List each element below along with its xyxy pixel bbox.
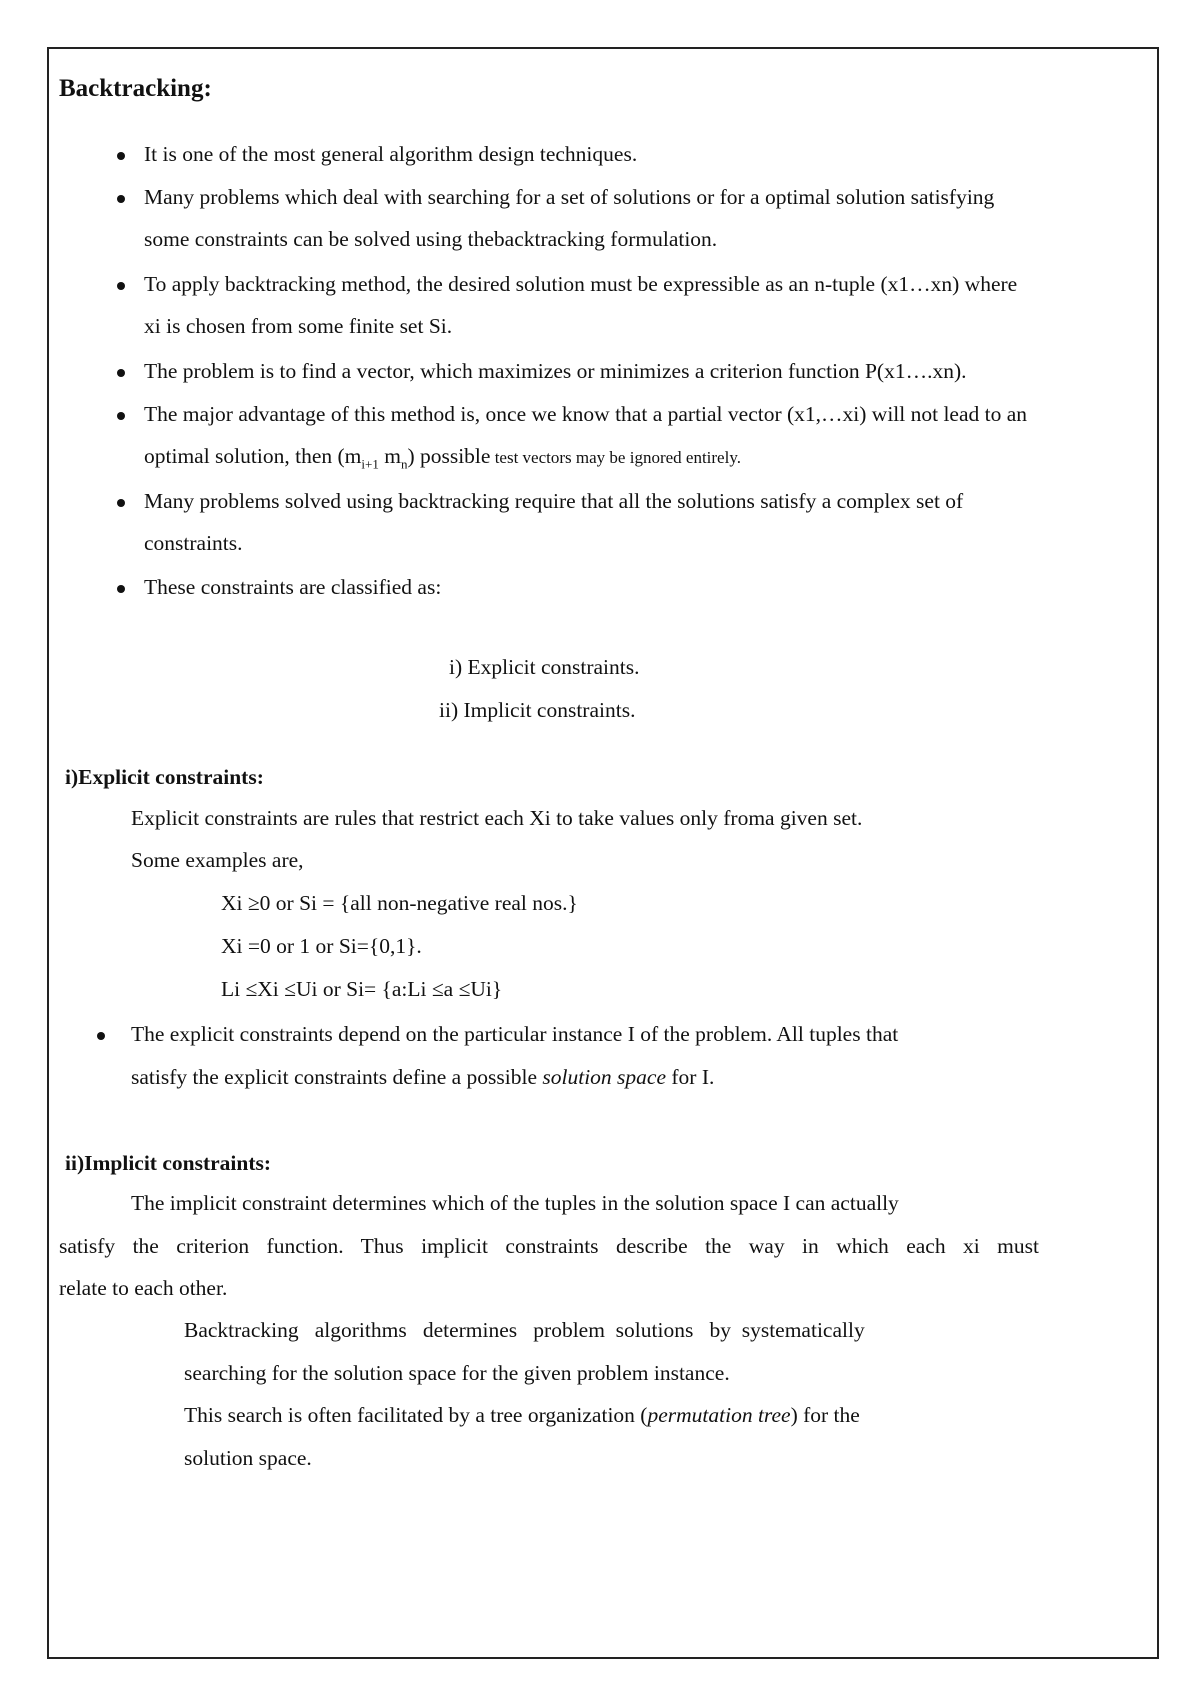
- bullet-text: The major advantage of this method is, once we know that a partial vector (x1,…xi) will not lead to an: [144, 402, 1028, 426]
- implicit-text: searching for the solution space for the given problem instance.: [184, 1361, 730, 1385]
- implicit-text: [184, 1401, 860, 1429]
- bullet-dot: [117, 412, 125, 420]
- implicit-text: solution space.: [184, 1446, 312, 1470]
- bullet-text: Many problems solved using backtracking require that all the solutions satisfy a complex set of: [144, 489, 964, 513]
- bullet-text-part: test vectors may be ignored entirely.: [490, 448, 741, 467]
- explicit-text: Some examples are,: [131, 848, 304, 872]
- bullet-text-part: m: [378, 444, 401, 468]
- bullet-dot: [117, 195, 125, 203]
- bullet-text: Many problems which deal with searching for a set of solutions or for a optimal solution satisfying: [144, 185, 995, 209]
- bullet-text: some constraints can be solved using thebacktracking formulation.: [144, 227, 718, 251]
- text-part: This search is often facilitated by a tree organization (: [184, 1403, 648, 1427]
- section-heading-explicit: i)Explicit constraints:: [65, 765, 264, 789]
- bullet-text-part: optimal solution, then (m: [144, 444, 362, 468]
- bullet-text: [144, 442, 741, 472]
- classification-item: ii) Implicit constraints.: [439, 698, 636, 722]
- page-title: Backtracking:: [59, 75, 212, 102]
- implicit-text: satisfy the criterion function. Thus implicit constraints describe the way in which each xi must: [59, 1234, 1039, 1258]
- text-part: satisfy the explicit constraints define a possible: [131, 1065, 543, 1089]
- bullet-text: The problem is to find a vector, which maximizes or minimizes a criterion function P(x1….xn).: [144, 359, 967, 383]
- bullet-dot: [97, 1032, 105, 1040]
- bullet-text: It is one of the most general algorithm design techniques.: [144, 142, 638, 166]
- page-frame: [47, 47, 1159, 1659]
- emphasis: permutation tree: [647, 1403, 791, 1427]
- section-heading-implicit: ii)Implicit constraints:: [65, 1151, 272, 1175]
- bullet-dot: [117, 499, 125, 507]
- implicit-text: Backtracking algorithms determines problem solutions by systematically: [184, 1318, 865, 1342]
- bullet-text: xi is chosen from some finite set Si.: [144, 314, 453, 338]
- bullet-dot: [117, 369, 125, 377]
- example-item: Xi =0 or 1 or Si={0,1}.: [221, 934, 422, 958]
- subscript: i+1: [361, 456, 379, 472]
- explicit-bullet-text: [131, 1063, 714, 1091]
- implicit-text: The implicit constraint determines which of the tuples in the solution space I can actually: [131, 1191, 899, 1215]
- bullet-dot: [117, 282, 125, 290]
- bullet-text: These constraints are classified as:: [144, 575, 442, 599]
- explicit-text: Explicit constraints are rules that restrict each Xi to take values only froma given set.: [131, 806, 863, 830]
- bullet-dot: [117, 585, 125, 593]
- example-item: Xi ≥0 or Si = {all non-negative real nos.}: [221, 891, 578, 915]
- example-item: Li ≤Xi ≤Ui or Si= {a:Li ≤a ≤Ui}: [221, 977, 503, 1001]
- bullet-text-part: ) possible: [407, 444, 491, 468]
- text-part: for I.: [666, 1065, 715, 1089]
- classification-item: i) Explicit constraints.: [449, 655, 640, 679]
- emphasis: solution space: [542, 1065, 667, 1089]
- text-part: ) for the: [790, 1403, 860, 1427]
- bullet-dot: [117, 152, 125, 160]
- subscript: n: [400, 456, 408, 472]
- explicit-bullet-text: The explicit constraints depend on the particular instance I of the problem. All tuples that: [131, 1022, 899, 1046]
- bullet-text: constraints.: [144, 531, 243, 555]
- bullet-text: To apply backtracking method, the desired solution must be expressible as an n-tuple (x1…xn) where: [144, 272, 1018, 296]
- implicit-text: relate to each other.: [59, 1276, 228, 1300]
